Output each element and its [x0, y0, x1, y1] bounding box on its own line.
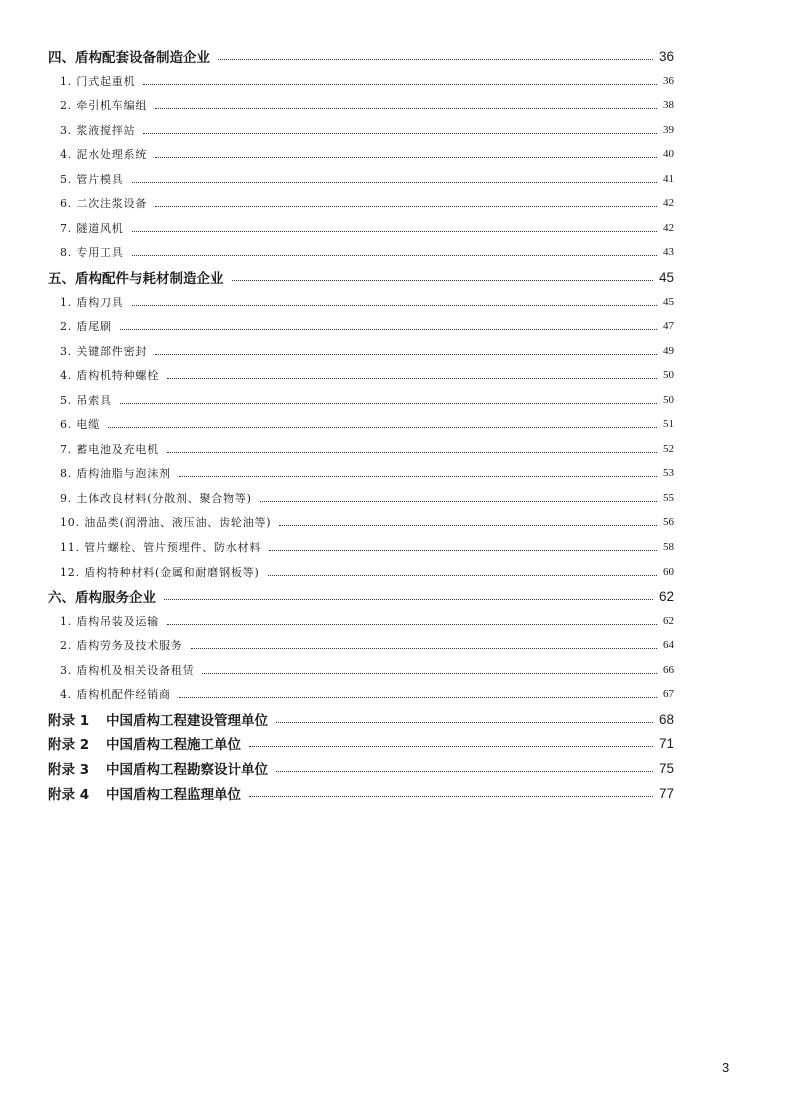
dot-leader — [202, 659, 657, 681]
toc-item-title: 3. 浆液搅拌站 — [60, 124, 136, 137]
toc-item-row — [60, 364, 674, 386]
toc-page-number: 53 — [663, 467, 674, 479]
toc-page-number: 71 — [658, 735, 674, 751]
dot-leader — [132, 168, 657, 190]
toc-page-number: 51 — [663, 418, 674, 430]
dot-leader — [167, 438, 657, 460]
toc-item-row — [60, 610, 674, 632]
toc-page-number: 39 — [663, 124, 674, 136]
toc-item-title: 10. 油品类(润滑油、液压油、齿轮油等) — [60, 516, 272, 529]
appendix-title: 中国盾构工程施工单位 — [106, 737, 241, 753]
appendix-tag: 附录 4 — [48, 787, 90, 803]
toc-item-row — [60, 241, 674, 263]
toc-page-number: 47 — [663, 320, 674, 332]
toc-page-number: 36 — [658, 48, 674, 64]
toc-page-number: 40 — [663, 148, 674, 160]
toc-page-number: 60 — [663, 566, 674, 578]
dot-leader — [167, 364, 657, 386]
toc-item-title: 8. 专用工具 — [60, 246, 124, 259]
toc-page-number: 58 — [663, 541, 674, 553]
toc-appendix-row — [48, 732, 674, 754]
dot-leader — [279, 511, 657, 533]
dot-leader — [232, 266, 653, 288]
toc-appendix-row — [48, 782, 674, 804]
toc-page-number: 38 — [663, 99, 674, 111]
toc-page-number: 56 — [663, 516, 674, 528]
toc-item-row — [60, 119, 674, 141]
toc-page-number: 42 — [663, 197, 674, 209]
toc-section-row — [48, 585, 674, 607]
toc-item-row — [60, 291, 674, 313]
toc-item-title: 2. 盾尾刷 — [60, 320, 112, 333]
toc-item-title: 4. 盾构机配件经销商 — [60, 688, 171, 701]
toc-item-row — [60, 340, 674, 362]
toc-item-title: 2. 盾构劳务及技术服务 — [60, 639, 183, 652]
dot-leader — [108, 413, 657, 435]
toc-item-row — [60, 315, 674, 337]
toc-section-title: 五、盾构配件与耗材制造企业 — [48, 271, 224, 287]
toc-item-title: 1. 盾构吊装及运输 — [60, 615, 159, 628]
toc-section-row — [48, 45, 674, 67]
toc-item-title: 4. 泥水处理系统 — [60, 148, 148, 161]
toc-page-number: 62 — [663, 615, 674, 627]
dot-leader — [120, 315, 657, 337]
toc-page-number: 50 — [663, 369, 674, 381]
toc-item-title: 2. 牵引机车编组 — [60, 99, 148, 112]
toc-item-row — [60, 561, 674, 583]
toc-item-row — [60, 168, 674, 190]
toc-page-number: 67 — [663, 688, 674, 700]
dot-leader — [155, 143, 657, 165]
appendix-tag: 附录 1 — [48, 713, 90, 729]
dot-leader — [132, 291, 657, 313]
toc-item-row — [60, 143, 674, 165]
toc-item-row — [60, 70, 674, 92]
toc-page-number: 41 — [663, 173, 674, 185]
toc-appendix-row — [48, 708, 674, 730]
toc-page-number: 49 — [663, 345, 674, 357]
toc-item-row — [60, 389, 674, 411]
dot-leader — [143, 70, 657, 92]
toc-appendix-title — [48, 733, 241, 753]
toc-item-title: 6. 电缆 — [60, 418, 100, 431]
page-number: 3 — [722, 1060, 730, 1075]
toc-item-row — [60, 659, 674, 681]
toc-item-row — [60, 462, 674, 484]
toc-item-title: 11. 管片螺栓、管片预埋件、防水材料 — [60, 541, 262, 554]
dot-leader — [268, 561, 657, 583]
toc-page-number: 50 — [663, 394, 674, 406]
appendix-title: 中国盾构工程监理单位 — [106, 787, 241, 803]
toc-item-title: 12. 盾构特种材料(金属和耐磨钢板等) — [60, 566, 260, 579]
toc-item-title: 9. 土体改良材料(分散剂、聚合物等) — [60, 492, 252, 505]
toc-page-number: 77 — [658, 785, 674, 801]
toc-page-number: 66 — [663, 664, 674, 676]
toc-page-number: 43 — [663, 246, 674, 258]
toc-section-title: 六、盾构服务企业 — [48, 590, 156, 606]
toc-item-row — [60, 438, 674, 460]
dot-leader — [155, 94, 657, 116]
toc-item-title: 5. 管片模具 — [60, 173, 124, 186]
toc-item-row — [60, 192, 674, 214]
dot-leader — [167, 610, 657, 632]
dot-leader — [132, 217, 657, 239]
toc-item-row — [60, 634, 674, 656]
dot-leader — [269, 536, 657, 558]
dot-leader — [132, 241, 657, 263]
dot-leader — [155, 340, 657, 362]
toc-item-title: 1. 盾构刀具 — [60, 296, 124, 309]
toc-page-number: 75 — [658, 760, 674, 776]
dot-leader — [143, 119, 657, 141]
toc-item-title: 8. 盾构油脂与泡沫剂 — [60, 467, 171, 480]
dot-leader — [164, 585, 653, 607]
dot-leader — [276, 757, 653, 779]
toc-page-number: 52 — [663, 443, 674, 455]
dot-leader — [276, 708, 653, 730]
toc-appendix-row — [48, 757, 674, 779]
toc-page-number: 64 — [663, 639, 674, 651]
toc-item-title: 7. 隧道风机 — [60, 222, 124, 235]
dot-leader — [179, 683, 657, 705]
toc-appendix-title — [48, 758, 268, 778]
dot-leader — [191, 634, 657, 656]
toc-item-title: 3. 关键部件密封 — [60, 345, 148, 358]
toc-item-title: 7. 蓄电池及充电机 — [60, 443, 159, 456]
toc-item-row — [60, 413, 674, 435]
toc-page-number: 62 — [658, 588, 674, 604]
dot-leader — [260, 487, 657, 509]
toc-item-row — [60, 217, 674, 239]
dot-leader — [218, 45, 653, 67]
toc-item-row — [60, 94, 674, 116]
toc-appendix-title — [48, 783, 241, 803]
toc-item-row — [60, 511, 674, 533]
appendix-tag: 附录 2 — [48, 737, 90, 753]
toc-page-number: 68 — [658, 711, 674, 727]
toc-page-number: 36 — [663, 75, 674, 87]
toc-appendix-title — [48, 709, 268, 729]
dot-leader — [249, 732, 653, 754]
toc-page-number: 45 — [658, 269, 674, 285]
toc-section-row — [48, 266, 674, 288]
appendix-title: 中国盾构工程勘察设计单位 — [106, 762, 268, 778]
toc-item-row — [60, 487, 674, 509]
toc-page-number: 45 — [663, 296, 674, 308]
toc-page-number: 55 — [663, 492, 674, 504]
dot-leader — [155, 192, 657, 214]
dot-leader — [120, 389, 657, 411]
toc-item-title: 1. 门式起重机 — [60, 75, 136, 88]
toc-item-row — [60, 683, 674, 705]
toc-item-title: 3. 盾构机及相关设备租赁 — [60, 664, 195, 677]
toc-item-row — [60, 536, 674, 558]
toc-page-number: 42 — [663, 222, 674, 234]
dot-leader — [249, 782, 653, 804]
toc-item-title: 4. 盾构机特种螺栓 — [60, 369, 159, 382]
toc-item-title: 5. 吊索具 — [60, 394, 112, 407]
appendix-title: 中国盾构工程建设管理单位 — [106, 713, 268, 729]
dot-leader — [179, 462, 657, 484]
toc-item-title: 6. 二次注浆设备 — [60, 197, 148, 210]
toc-section-title: 四、盾构配套设备制造企业 — [48, 50, 210, 66]
appendix-tag: 附录 3 — [48, 762, 90, 778]
